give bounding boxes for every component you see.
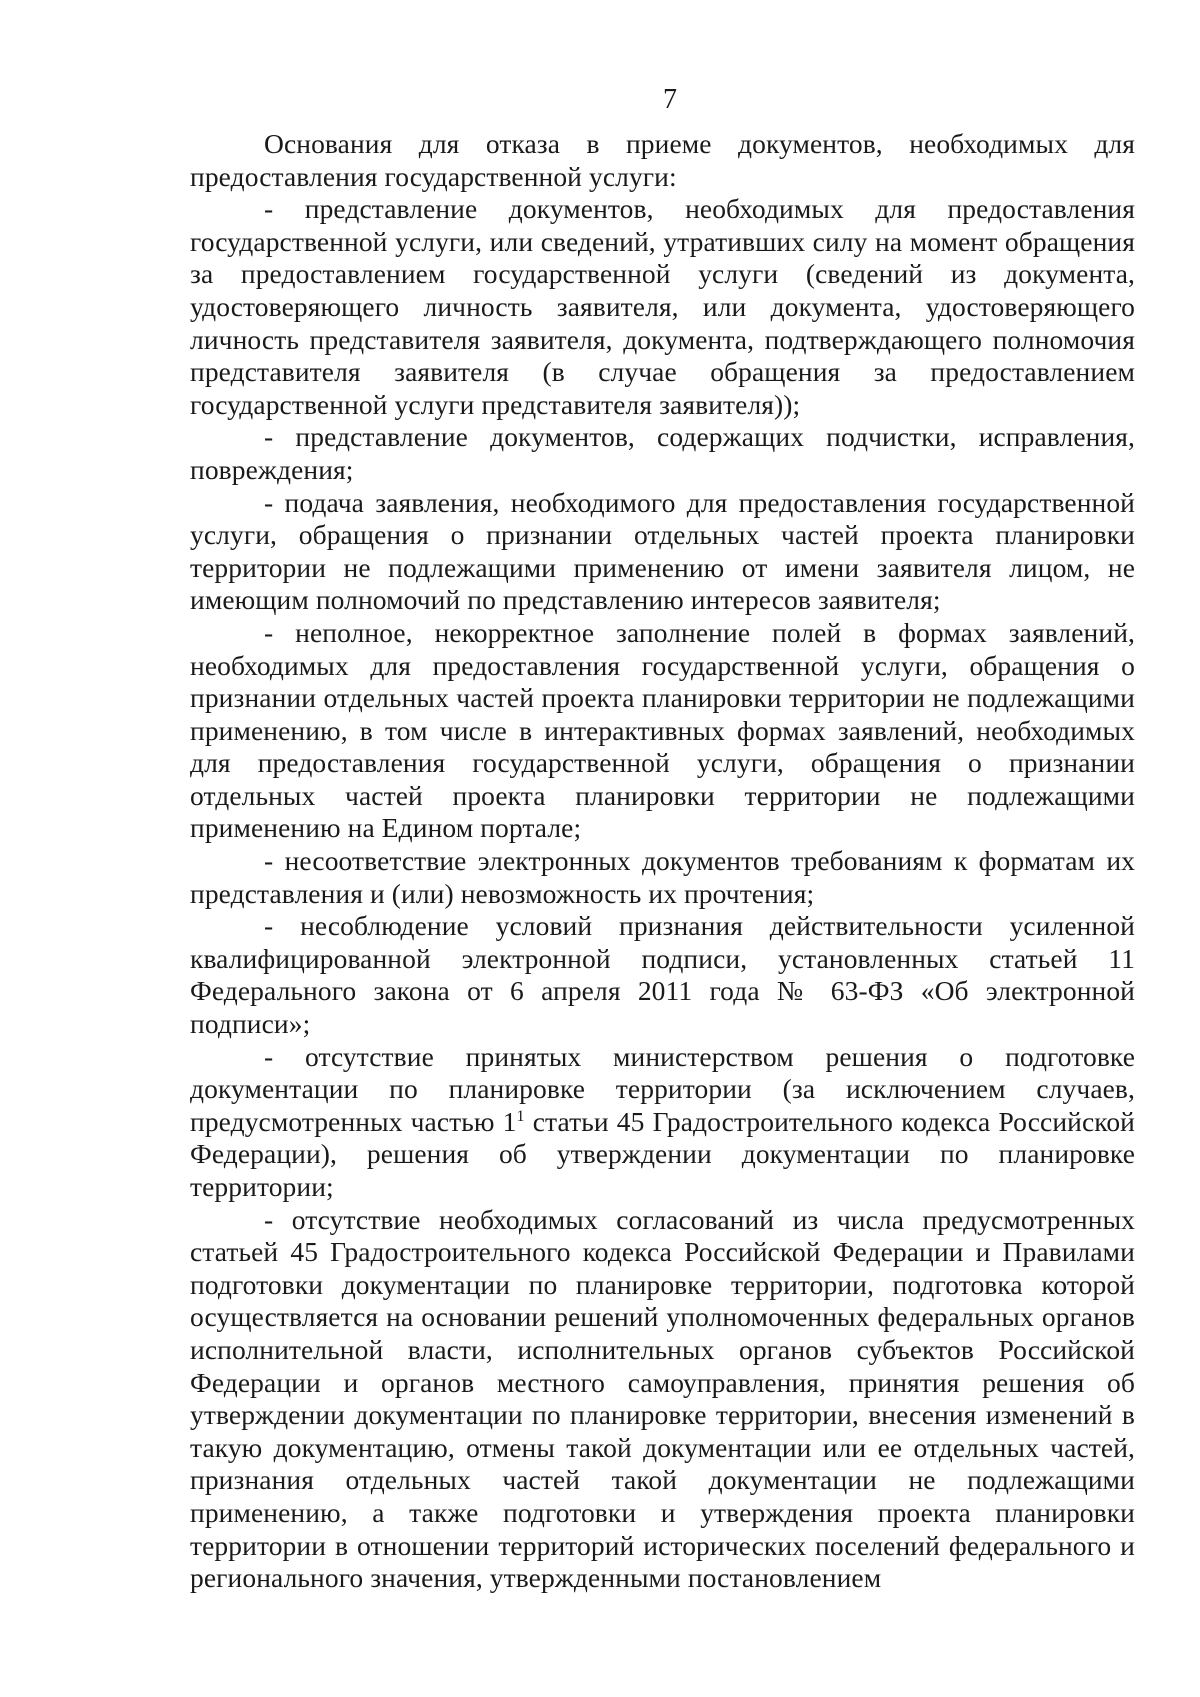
superscript-one: 1 <box>516 1107 525 1125</box>
paragraph-invalid-documents: - представление документов, необходимых для предоставления государственной услуги, или сведений, утративших силу на момент обращения за предоставлением государственной услуги (сведений из документа, удостоверяющего личность заявителя, или документа, удостоверяющего личность представителя заявителя, документа, подтверждающего полномочия представителя заявителя (в случае обращения за предоставлением государственной услуги представителя заявителя)); <box>190 193 1135 420</box>
paragraph-missing-decision-part-2: статьи 45 Градостроительного кодекса Российской Федерации), решения об утверждении документации по планировке территории; <box>190 1105 1135 1202</box>
paragraph-corrections: - представление документов, содержащих подчистки, исправления, повреждения; <box>190 421 1135 485</box>
paragraph-electronic-signature: - несоблюдение условий признания действительности усиленной квалифицированной электронной подписи, установленных статьей 11 Федерального закона от 6 апреля 2011 года № 63-ФЗ «Об электронной подписи»; <box>190 910 1135 1040</box>
paragraph-electronic-formats: - несоответствие электронных документов требованиям к форматам их представления и (или) невозможность их прочтения; <box>190 845 1135 909</box>
paragraph-incomplete-forms: - неполное, некорректное заполнение полей в формах заявлений, необходимых для предоставления государственной услуги, обращения о признании отдельных частей проекта планировки территории не подлежащими применению, в том числе в интерактивных формах заявлений, необходимых для предоставления государственной услуги, обращения о признании отдельных частей проекта планировки территории не подлежащими применению на Едином портале; <box>190 616 1135 844</box>
paragraph-unauthorized-person: - подача заявления, необходимого для предоставления государственной услуги, обращения о признании отдельных частей проекта планировки территории не подлежащими применению от имени заявителя лицом, не имеющим полномочий по представлению интересов заявителя; <box>190 486 1135 616</box>
paragraph-missing-decision <box>190 1041 1135 1204</box>
paragraph-refusal-grounds-intro: Основания для отказа в приеме документов, необходимых для предоставления государственной услуги: <box>190 128 1135 192</box>
document-body <box>190 128 1135 1595</box>
paragraph-missing-decision-part-1: - отсутствие принятых министерством решения о подготовке документации по планировке территории (за исключением случаев, предусмотренных частью 1 <box>190 1040 1135 1137</box>
paragraph-missing-approvals: - отсутствие необходимых согласований из числа предусмотренных статьей 45 Градостроительного кодекса Российской Федерации и Правилами подготовки документации по планировке территории, подготовка которой осуществляется на основании решений уполномоченных федеральных органов исполнительной власти, исполнительных органов субъектов Российской Федерации и органов местного самоуправления, принятия решения об утверждении документации по планировке территории, внесения изменений в такую документацию, отмены такой документации или ее отдельных частей, признания отдельных частей такой документации не подлежащими применению, а также подготовки и утверждения проекта планировки территории в отношении территорий исторических поселений федерального и регионального значения, утвержденными постановлением <box>190 1203 1135 1594</box>
page-number: 7 <box>663 84 677 115</box>
